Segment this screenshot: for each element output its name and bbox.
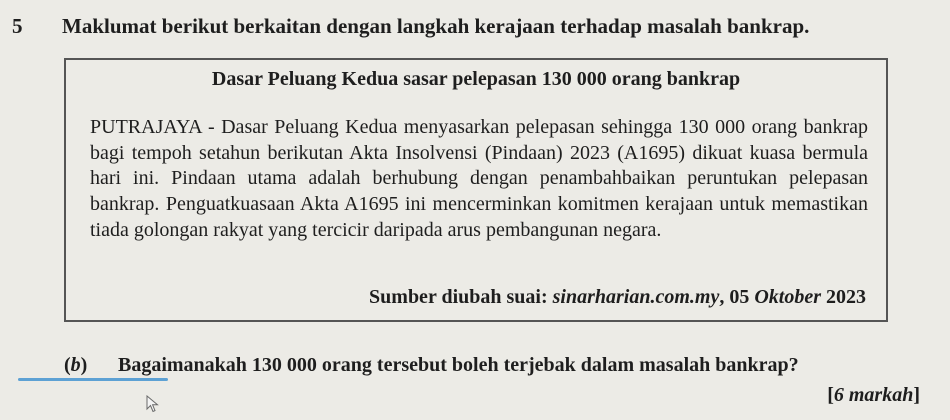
article-title: Dasar Peluang Kedua sasar pelepasan 130 000 orang bankrap <box>211 68 741 90</box>
article-source <box>369 286 866 309</box>
subquestion-letter: b <box>70 354 81 376</box>
marks-label <box>827 384 920 407</box>
label-open-paren: ( <box>64 354 71 376</box>
marks-close-bracket: ] <box>913 384 920 406</box>
subquestion-text: Bagaimanakah 130 000 orang tersebut boleh terjebak dalam masalah bankrap? <box>118 354 799 376</box>
question-number: 5 <box>12 14 23 38</box>
source-day: , 05 <box>719 286 755 308</box>
pen-mark <box>18 378 168 381</box>
marks-value: 6 markah <box>833 384 914 406</box>
marks-open-bracket: [ <box>827 384 834 406</box>
subquestion-label <box>64 354 87 377</box>
article-box <box>64 58 888 322</box>
label-close-paren: ) <box>80 354 88 376</box>
source-month: Oktober <box>754 286 821 308</box>
article-body: PUTRAJAYA - Dasar Peluang Kedua menyasarkan pelepasan sehingga 130 000 orang bankrap bagi tempoh setahun berikutan Akta Insolvensi (Pindaan) 2023 (A1695) dikuat kuasa bermula hari ini. Pindaan utama adalah berhubung dengan penambahbaikan peruntukan pelepasan bankrap. Penguatkuasaan Akta A1695 ini mencerminkan komitmen kerajaan untuk memastikan tiada golongan rakyat yang tercicir daripada arus pembangunan negara. <box>90 116 868 241</box>
mouse-pointer-icon <box>146 395 160 413</box>
source-prefix: Sumber diubah suai: <box>369 286 553 308</box>
question-stem: Maklumat berikut berkaitan dengan langkah kerajaan terhadap masalah bankrap. <box>62 14 810 38</box>
source-site: sinarharian.com.my <box>552 286 720 308</box>
source-year: 2023 <box>821 286 866 308</box>
